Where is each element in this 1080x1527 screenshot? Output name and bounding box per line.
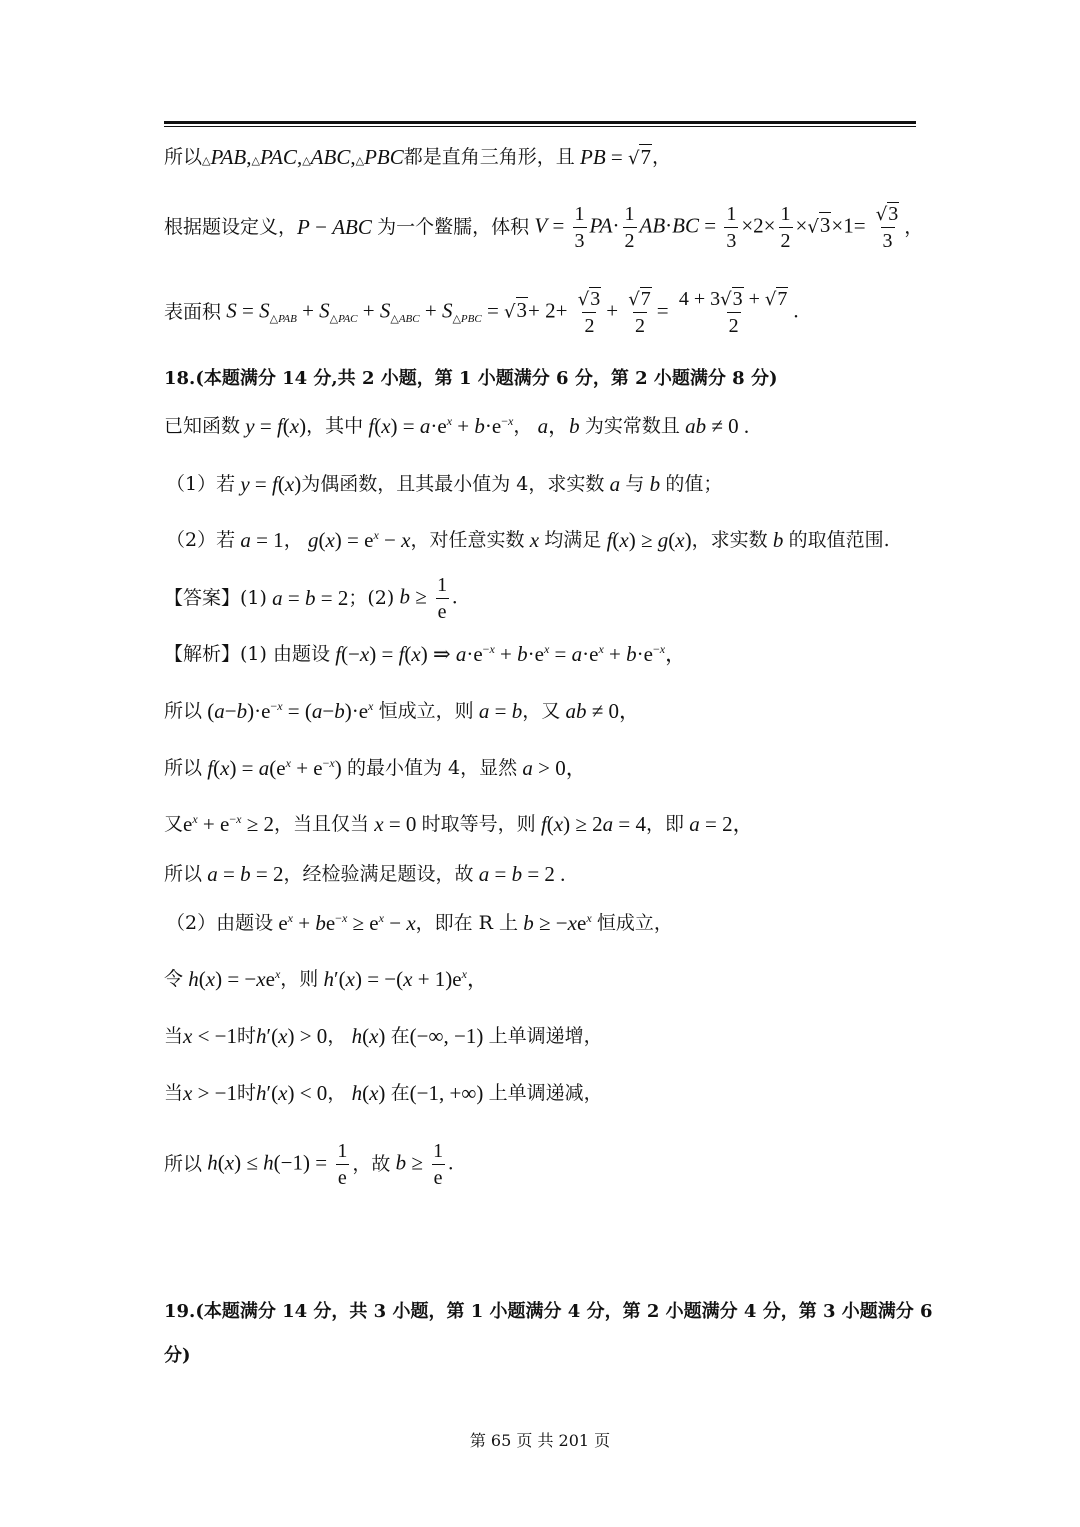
line-subquestion-2: （2）若 a = 1 ， $g(x) = e^x - x$ ，对任意实数 x 均满足 f(x) ≥ g(x) ，求实数 b 的取值范围. bbox=[166, 528, 890, 552]
line-volume: 根据题设定义， P − ABC 为一个鳖臑，体积 V = $\frac{1}{3}$ PA· $\frac{1}{2}$ AB·BC = $\frac{1}{3}$ ×2× $\frac{1}{2}$ ×√3×1= $\frac{√3}{3}$ ， bbox=[164, 203, 924, 252]
line-subquestion-1: （1）若 y = f(x) 为偶函数，且其最小值为 4，求实数 a 与 b 的值； bbox=[166, 472, 723, 496]
question-18-title: 18.(本题满分 14 分,共 2 小题，第 1 小题满分 6 分，第 2 小题满分 8 分) bbox=[164, 368, 778, 389]
question-19-title: 19.(本题满分 14 分，共 3 小题，第 1 小题满分 4 分，第 2 小题满分 4 分，第 3 小题满分 6 bbox=[164, 1301, 933, 1322]
line-analysis-3: 所以 $f(x) = a(e^x + e^{-x})$ 的最小值为 4，显然 a > 0， bbox=[164, 756, 587, 780]
line-analysis-4: 又 $e^x + e^{-x} \ge 2$ ，当且仅当 x = 0 时取等号，则 f(x) ≥ 2a = 4 ，即 a = 2， bbox=[164, 812, 754, 836]
line-analysis-increasing: 当 x < −1 时 h′(x) > 0 ， h(x) 在 (−∞, −1) 上单调递增， bbox=[164, 1024, 603, 1048]
line-answer: 【答案】(1) a = b = 2 ；(2) b ≥ $\frac{1}{e}$ . bbox=[164, 574, 458, 623]
formula-pb: PB = √7 bbox=[580, 145, 651, 169]
formula-surface-area: $S = S_{\triangle PAB} + S_{\triangle PAC} + S_{\triangle ABC} + S_{\triangle PBC} = √3+ 2+$ $\frac{√3}{2}$ + $\frac{√7}{2}$ = $\frac{4 + 3√3 + √7}{2}$ . bbox=[226, 288, 799, 337]
line-analysis-part2: （2）由题设 $e^x + be^{-x} \ge e^x - x$ ，即在 R 上 $b \ge -xe^x$ 恒成立， bbox=[166, 911, 673, 935]
header-rule-thin bbox=[164, 126, 916, 127]
page-footer: 第 65 页 共 201 页 bbox=[469, 1431, 611, 1450]
formula-volume: V = $\frac{1}{3}$ PA· $\frac{1}{2}$ AB·BC = $\frac{1}{3}$ ×2× $\frac{1}{2}$ ×√3×1= $\frac{√3}{3}$ bbox=[534, 203, 899, 252]
line-analysis-start: 【解析】(1) 由题设 f(−x) = f(x) ⇒ $a\cdot e^{-x} + b\cdot e^x = a\cdot e^x + b\cdot e^{-x}$， bbox=[164, 642, 687, 666]
question-19-title-cont: 分) bbox=[164, 1345, 191, 1366]
header-rule-thick bbox=[164, 121, 916, 124]
line-analysis-5: 所以 a = b = 2 ，经检验满足题设，故 a = b = 2 . bbox=[164, 862, 566, 886]
line-analysis-h: 令 $h(x) = -xe^x$ ，则 $h'(x) = -(x + 1)e^x$， bbox=[164, 967, 488, 991]
formula-triangles: △PAB,△PAC,△ABC,△PBC bbox=[202, 145, 404, 169]
line-analysis-decreasing: 当 x > −1 时 h′(x) < 0 ， h(x) 在 (−1, +∞) 上单调递减， bbox=[164, 1081, 603, 1105]
line-surface-area: 表面积 $S = S_{\triangle PAB} + S_{\triangle PAC} + S_{\triangle ABC} + S_{\triangle PBC} = √3+ 2+$ $\frac{√3}{2}$ + $\frac{√7}{2}$ = $\frac{4 + 3√3 + √7}{2}$ . bbox=[164, 288, 799, 337]
line-function-def: 已知函数 y = f(x) ，其中 $f(x) = a\cdot e^x + b\cdot e^{-x}$ ， a，b 为实常数且 ab ≠ 0 . bbox=[164, 414, 750, 438]
line-analysis-conclusion: 所以 h(x) ≤ h(−1) = $\frac{1}{e}$ ，故 b ≥ $\frac{1}{e}$ . bbox=[164, 1140, 454, 1189]
line-analysis-2: 所以 $(a-b)\cdot e^{-x} = (a-b)\cdot e^x$ 恒成立，则 a = b ，又 ab ≠ 0， bbox=[164, 699, 641, 723]
line-right-triangles: 所以 △PAB,△PAC,△ABC,△PBC 都是直角三角形，且 PB = √7 ， bbox=[164, 145, 671, 169]
